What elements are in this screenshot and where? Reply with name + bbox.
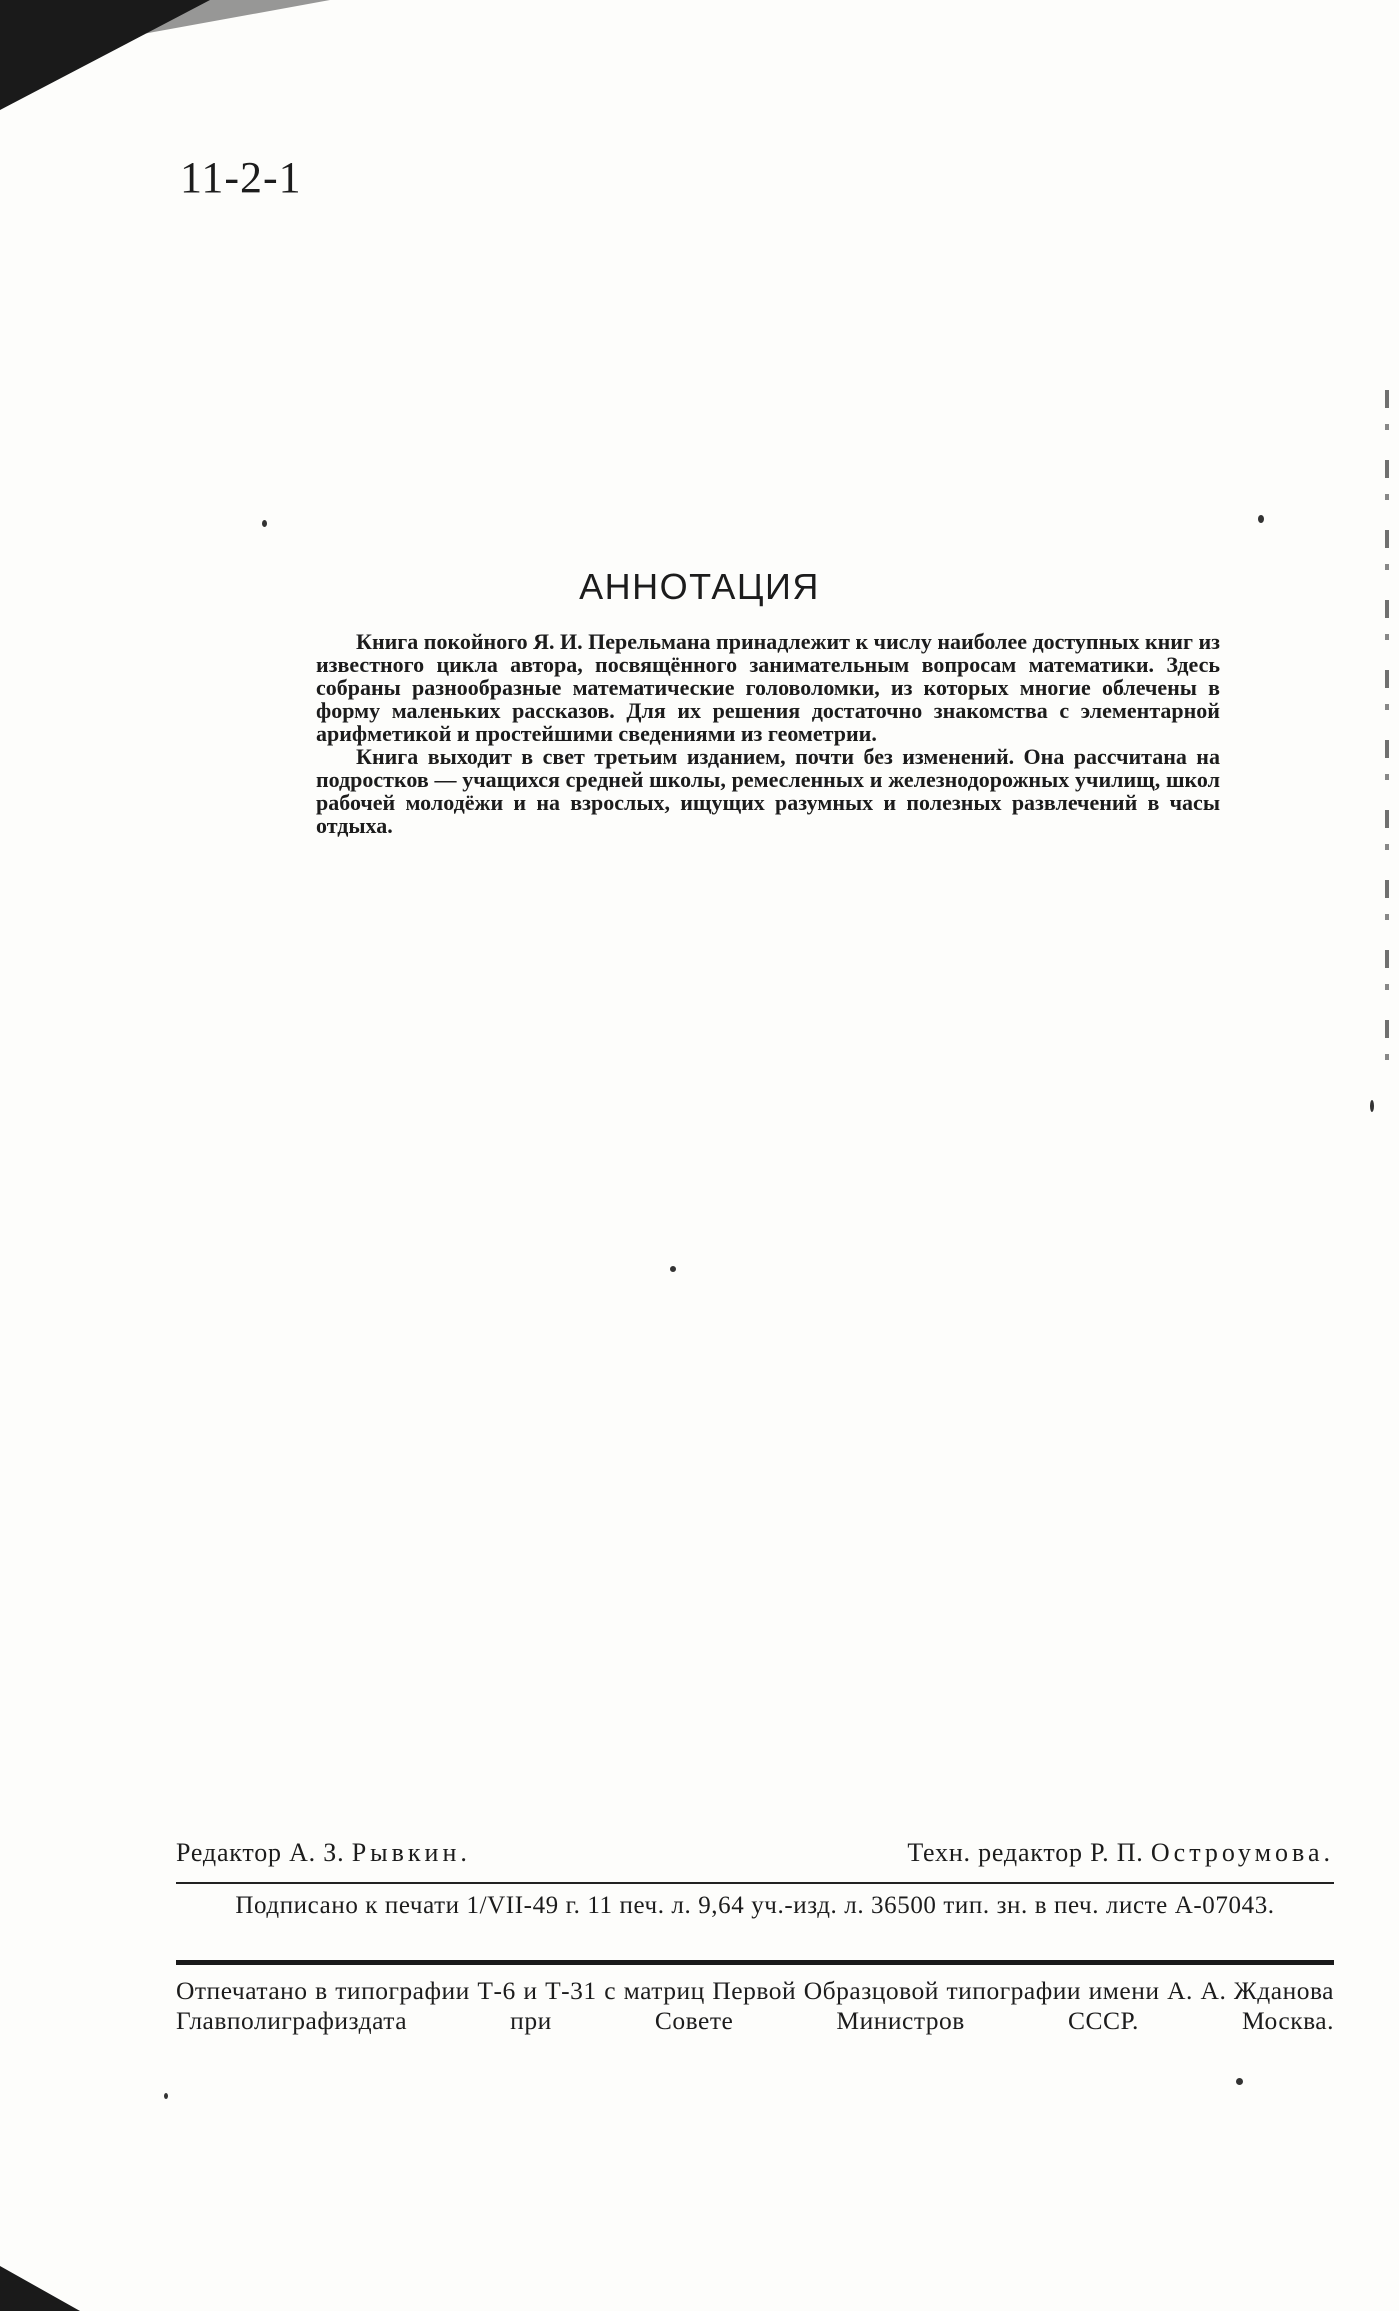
editor-label: Редактор А. З.	[176, 1838, 345, 1867]
divider-thick	[176, 1960, 1334, 1965]
divider	[176, 1882, 1334, 1884]
scan-speck	[670, 1266, 676, 1272]
annotation-title: АННОТАЦИЯ	[579, 566, 820, 607]
scan-shadow-top-left-dark	[0, 0, 210, 110]
tech-editor-name: Остроумова.	[1150, 1838, 1334, 1867]
annotation-paragraph: Книга покойного Я. И. Перельмана принадлежит к числу наиболее доступных книг из известного цикла автора, посвящённого занимательным вопросам математики. Здесь собраны разнообразные математические головоломки, из которых многие облечены в форму маленьких рассказов. Для их решения достаточно знакомства с элементарной арифметикой и простейшими сведениями из геометрии.	[316, 629, 1220, 746]
credits	[176, 1838, 1334, 1868]
scan-speck	[262, 520, 267, 527]
annotation-paragraph: Книга выходит в свет третьим изданием, почти без изменений. Она рассчитана на подростков — учащихся средней школы, ремесленных и железнодорожных училищ, школ рабочей молодёжи и на взрослых, ищущих разумных и полезных развлечений в часы отдыха.	[316, 744, 1220, 838]
editor-name: Рывкин.	[351, 1838, 471, 1867]
print-info: Подписано к печати 1/VII-49 г. 11 печ. л. 9,64 уч.-изд. л. 36500 тип. зн. в печ. листе А-07043.	[235, 1892, 1275, 1919]
scan-speck	[1370, 1100, 1374, 1112]
printer-info: Отпечатано в типографии Т-6 и Т-31 с матриц Первой Образцовой типографии имени А. А. Жданова Главполиграфиздата при Совете Министров СССР. Москва.	[176, 1976, 1334, 2035]
tech-editor-credit	[907, 1838, 1334, 1868]
tech-editor-label: Техн. редактор Р. П.	[907, 1838, 1144, 1867]
scan-speck	[1236, 2078, 1243, 2085]
page-code: 11-2-1	[180, 153, 302, 202]
annotation-body	[316, 630, 1220, 837]
editor-credit	[176, 1838, 471, 1868]
scan-edge-right	[1385, 390, 1389, 1090]
scan-speck	[164, 2093, 168, 2099]
scan-speck	[1258, 515, 1264, 523]
scan-shadow-bottom-left	[0, 2266, 80, 2311]
